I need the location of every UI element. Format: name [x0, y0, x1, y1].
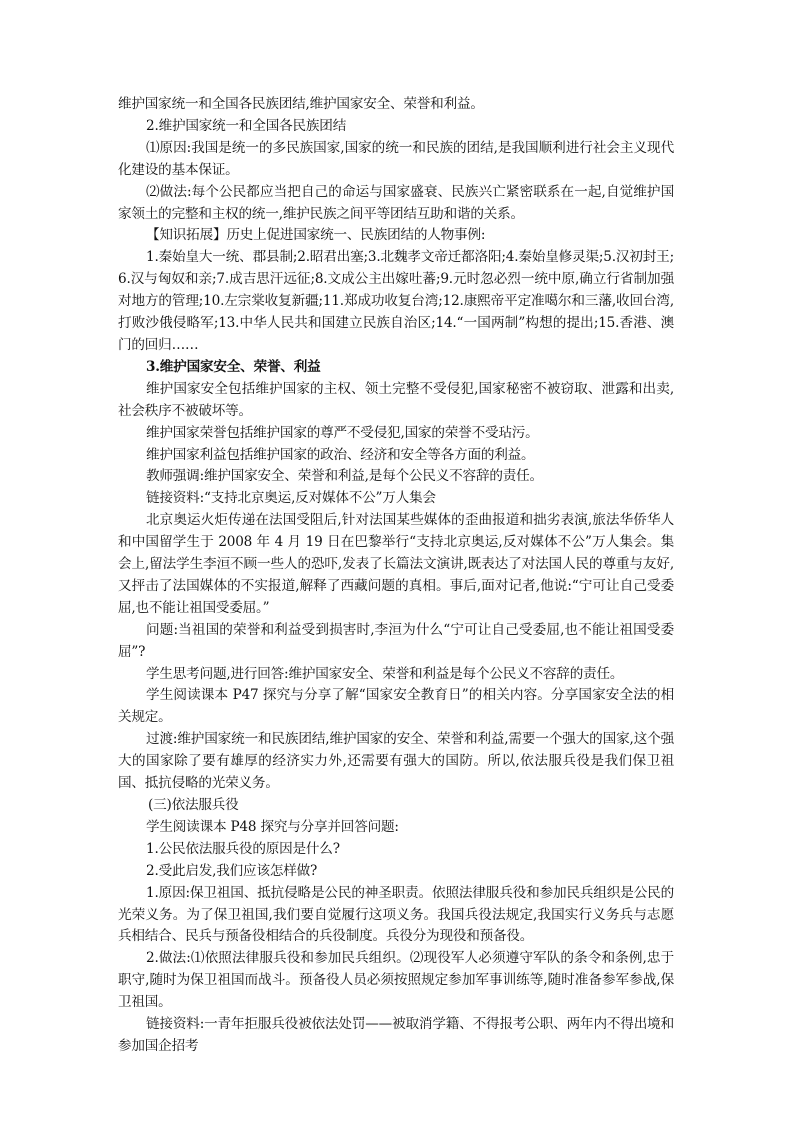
- paragraph-student-answer: 学生思考问题,进行回答:维护国家安全、荣誉和利益是每个公民义不容辞的责任。: [146, 665, 624, 682]
- paragraph-honor: 维护国家荣誉包括维护国家的尊严不受侵犯,国家的荣誉不受玷污。: [146, 424, 539, 441]
- paragraph-teacher-emphasis: 教师强调:维护国家安全、荣誉和利益,是每个公民义不容辞的责任。: [146, 468, 543, 485]
- paragraph-olympic-story: 北京奥运火炬传递在法国受阻后,针对法国某些媒体的歪曲报道和拙劣表演,旅法华侨华人和中国留学生于 2008 年 4 月 19 日在巴黎举行“支持北京奥运,反对媒体不公”万人集会。集会上,留法学生李洹不顾一些人的恐吓,发表了长篇法文演讲,既表达了对法国人民的尊重与友好,又抨击了法国媒体的不实报道,解释了西藏问题的真相。事后,面对记者,他说:“宁可让自己受委屈,也不能让祖国受委屈。”: [118, 512, 674, 616]
- paragraph-security: 维护国家安全包括维护国家的主权、领土完整不受侵犯,国家秘密不被窃取、泄露和出卖,社会秩序不被破坏等。: [118, 380, 674, 419]
- historical-examples: 1.秦始皇大一统、郡县制;2.昭君出塞;3.北魏孝文帝迁都洛阳;4.秦始皇修灵渠;5.汉初封王;6.汉与匈奴和亲;7.成吉思汗远征;8.文成公主出嫁吐蕃;9.元时忽必烈一统中原,确立行省制加强对地方的管理;10.左宗棠收复新疆;11.郑成功收复台湾;12.康熙帝平定准噶尔和三藩,收回台湾,打败沙俄侵略军;13.中华人民共和国建立民族自治区;14.“一国两制”构想的提出;15.香港、澳门的回归……: [118, 249, 674, 353]
- question-2: 2.受此启发,我们应该怎样做?: [146, 862, 318, 879]
- paragraph-student-reading: 学生阅读课本 P47 探究与分享了解“国家安全教育日”的相关内容。分享国家安全法的相关规定。: [118, 687, 674, 726]
- document-page: [118, 94, 674, 1058]
- link-material-penalty: 链接资料:一青年拒服兵役被依法处罚——被取消学籍、不得报考公职、两年内不得出境和参加国企招考: [118, 1016, 674, 1054]
- paragraph-intro: 维护国家统一和全国各民族团结,维护国家安全、荣誉和利益。: [118, 96, 484, 112]
- answer-method: 2.做法:⑴依照法律服兵役和参加民兵组织。⑵现役军人必须遵守军队的条令和条例,忠于职守,随时为保卫祖国而战斗。预备役人员必须按照规定参加军事训练等,随时准备参军参战,保卫祖国。: [118, 950, 674, 1011]
- paragraph-transition: 过渡:维护国家统一和民族团结,维护国家的安全、荣誉和利益,需要一个强大的国家,这个强大的国家除了要有雄厚的经济实力外,还需要有强大的国防。所以,依法服兵役是我们保卫祖国、抵抗侵略的光荣义务。: [118, 731, 674, 792]
- paragraph-question: 问题:当祖国的荣誉和利益受到损害时,李洹为什么“宁可让自己受委屈,也不能让祖国受委屈”?: [118, 621, 674, 660]
- knowledge-extension-heading: 【知识拓展】历史上促进国家统一、民族团结的人物事例:: [146, 227, 486, 244]
- heading-unity: 2.维护国家统一和全国各民族团结: [146, 117, 347, 134]
- heading-military-service: (三)依法服兵役: [148, 797, 239, 813]
- question-1: 1.公民依法服兵役的原因是什么?: [146, 840, 340, 857]
- paragraph-interest: 维护国家利益包括维护国家的政治、经济和安全等各方面的利益。: [146, 446, 535, 463]
- link-material-heading: 链接资料:“支持北京奥运,反对媒体不公”万人集会: [146, 490, 436, 507]
- paragraph-unity-method: ⑵做法:每个公民都应当把自己的命运与国家盛衰、民族兴亡紧密联系在一起,自觉维护国家领土的完整和主权的统一,维护民族之间平等团结互助和谐的关系。: [118, 183, 674, 222]
- heading-security: 3.维护国家安全、荣誉、利益: [146, 358, 321, 375]
- answer-reason: 1.原因:保卫祖国、抵抗侵略是公民的神圣职责。依照法律服兵役和参加民兵组织是公民的光荣义务。为了保卫祖国,我们要自觉履行这项义务。我国兵役法规定,我国实行义务兵与志愿兵相结合、民兵与预备役相结合的兵役制度。兵役分为现役和预备役。: [118, 884, 674, 945]
- paragraph-reading-p48: 学生阅读课本 P48 探究与分享并回答问题:: [146, 818, 399, 835]
- paragraph-unity-reason: ⑴原因:我国是统一的多民族国家,国家的统一和民族的团结,是我国顺利进行社会主义现代化建设的基本保证。: [118, 139, 674, 178]
